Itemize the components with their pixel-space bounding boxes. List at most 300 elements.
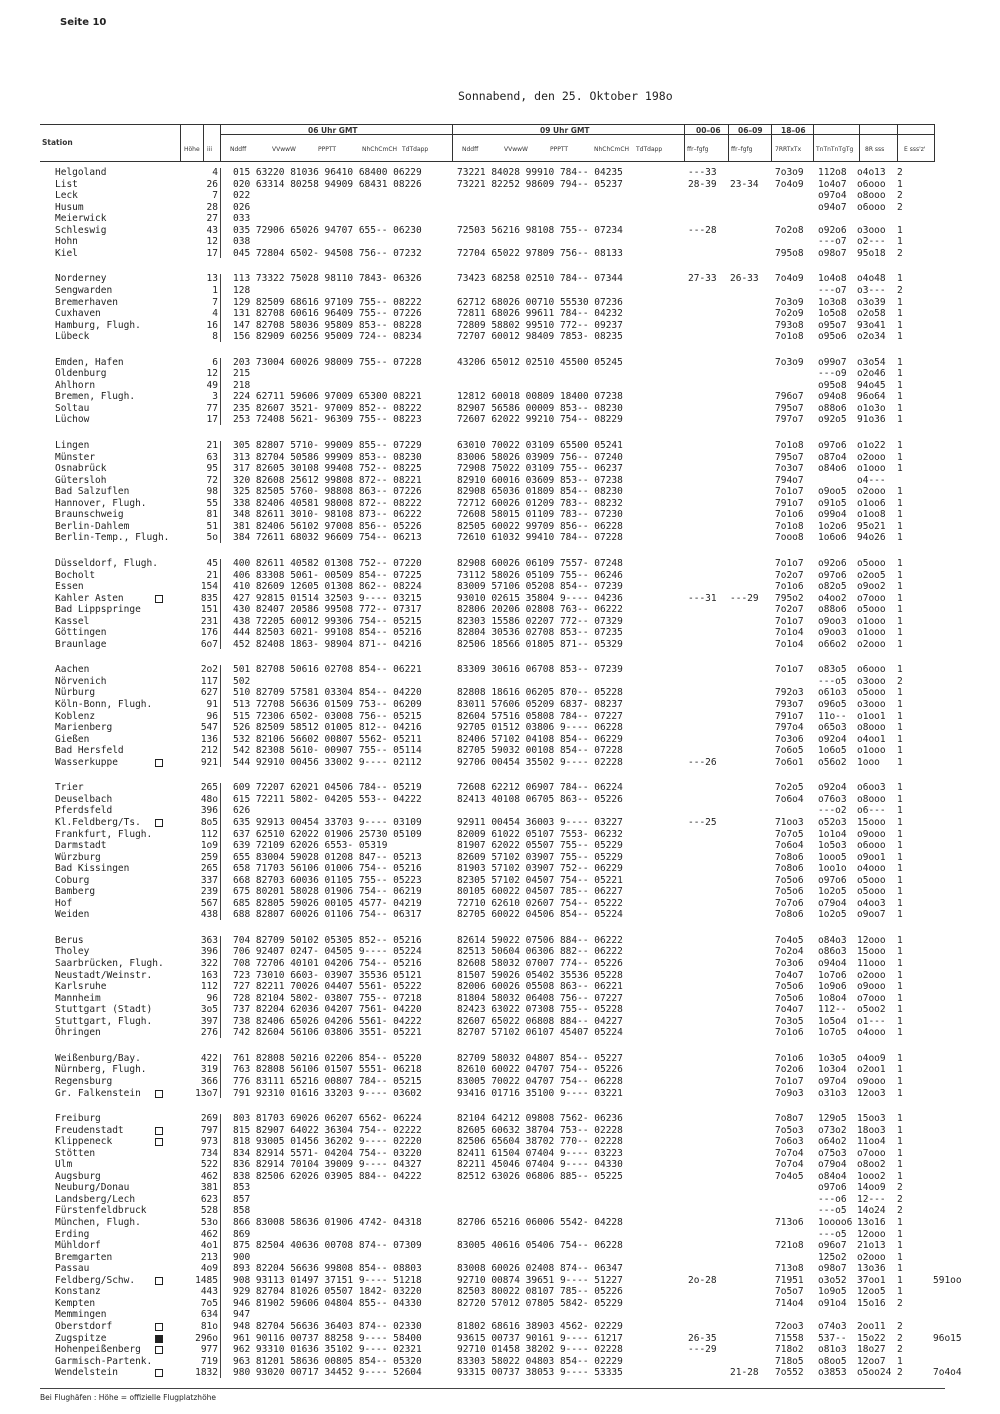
- open-square-marker: [155, 1138, 163, 1146]
- obs-06-gmt: 929 82704 81026 05507 1842- 03220: [233, 1286, 422, 1298]
- station-height: 163: [200, 969, 218, 981]
- station-height: 6: [212, 356, 218, 368]
- station-name: Garmisch-Partenk.: [55, 1355, 153, 1367]
- gust-period-2: 23-34: [730, 178, 759, 190]
- summary-col-2: 129o5: [818, 1113, 847, 1125]
- summary-col-1: 7o1o6: [775, 1027, 804, 1039]
- obs-09-gmt: 82506 65604 38702 770-- 02228: [457, 1136, 623, 1148]
- station-height: 7: [212, 190, 218, 202]
- station-height: 96: [206, 992, 218, 1004]
- height-column-rule: [220, 936, 221, 1038]
- obs-06-gmt: 708 72706 40101 04206 754-- 05216: [233, 958, 422, 969]
- summary-col-2: o8oo5: [818, 1355, 847, 1367]
- sub-tn-tg: TnTnTnTgTg: [816, 146, 854, 153]
- station-name: Coburg: [55, 874, 90, 886]
- station-name: Bremgarten: [55, 1251, 113, 1263]
- summary-col-2: o75o3: [818, 1147, 847, 1159]
- obs-09-gmt: 92911 00454 36003 9---- 03227: [457, 816, 623, 828]
- summary-col-4: 2: [897, 167, 903, 178]
- summary-col-1: 7o5o6: [775, 981, 804, 993]
- obs-09-gmt: 92710 01458 38202 9---- 02228: [457, 1344, 623, 1356]
- summary-col-3: 91o36: [857, 414, 886, 426]
- summary-col-1: 7o1o7: [775, 664, 804, 676]
- gust-period-1: ---31: [688, 592, 717, 604]
- summary-col-1: 718o2: [775, 1344, 804, 1356]
- summary-col-1: 7o3o6: [775, 733, 804, 745]
- summary-col-2: 112--: [818, 1004, 847, 1016]
- summary-col-3: 15ooo: [857, 946, 886, 958]
- summary-col-1: 7o3o9: [775, 296, 804, 308]
- obs-09-gmt: 82605 60632 38704 753-- 02228: [457, 1124, 623, 1136]
- summary-col-4: 1: [897, 1286, 903, 1298]
- summary-col-2: o64o2: [818, 1136, 847, 1148]
- obs-06-gmt: 742 82604 56106 03806 3551- 05221: [233, 1027, 422, 1039]
- summary-col-3: 12oo5: [857, 1286, 886, 1298]
- station-name: Bad Hersfeld: [55, 745, 124, 757]
- summary-col-2: o3853: [818, 1367, 847, 1379]
- station-name: Hohenpeißenberg: [55, 1344, 141, 1356]
- obs-06-gmt: 615 72211 5802- 04205 553-- 04222: [233, 793, 422, 805]
- obs-06-gmt: 045 72804 6502- 94508 756-- 07232: [233, 247, 422, 259]
- station-name: Klippeneck: [55, 1136, 113, 1148]
- summary-col-4: 1: [897, 733, 903, 745]
- open-square-marker: [155, 1346, 163, 1354]
- summary-col-1: 7o1o6: [775, 581, 804, 593]
- summary-col-3: o3o54: [857, 356, 886, 368]
- summary-col-1: 7o7o4: [775, 1159, 804, 1171]
- station-height: 239: [200, 886, 218, 898]
- summary-col-1: 7o4o7: [775, 969, 804, 981]
- obs-09-gmt: 82303 15586 02207 772-- 07329: [457, 615, 623, 627]
- summary-col-3: o4ooo: [857, 863, 886, 875]
- obs-09-gmt: 93615 00737 90161 9---- 61217: [457, 1332, 623, 1344]
- summary-col-1: 714o4: [775, 1297, 804, 1309]
- station-height: 117: [200, 675, 218, 687]
- summary-col-3: 1ooo2: [857, 1170, 886, 1182]
- summary-col-1: 72oo3: [775, 1320, 804, 1332]
- summary-col-2: o96o7: [818, 1240, 847, 1252]
- station-name: Kiel: [55, 247, 78, 259]
- summary-col-3: o9ooo: [857, 1075, 886, 1087]
- summary-col-3: 12ooo: [857, 1228, 886, 1240]
- summary-col-2: 11o--: [818, 710, 847, 722]
- station-height: 921: [200, 756, 218, 768]
- obs-06-gmt: 776 83111 65216 00807 784-- 05215: [233, 1075, 422, 1087]
- period-18-06: 18–06: [781, 126, 806, 135]
- obs-09-gmt: 72908 75022 03109 755-- 06237: [457, 463, 623, 475]
- summary-col-2: o94o4: [818, 958, 847, 969]
- col06-tdapp: TdTdapp: [402, 146, 429, 153]
- station-height: 12: [206, 236, 218, 248]
- summary-col-4: 2: [897, 1297, 903, 1309]
- summary-col-1: 7o8o7: [775, 1113, 804, 1125]
- summary-col-3: o2ooo: [857, 1251, 886, 1263]
- obs-06-gmt: 857: [233, 1193, 251, 1205]
- summary-col-3: o1o22: [857, 440, 886, 451]
- summary-col-4: 1: [897, 886, 903, 898]
- summary-col-2: o56o2: [818, 756, 847, 768]
- summary-col-3: 12oo3: [857, 1087, 886, 1099]
- summary-col-4: 1: [897, 946, 903, 958]
- gust-period-2: 26-33: [730, 273, 759, 285]
- summary-col-3: 95o18: [857, 247, 886, 259]
- col09-clouds: NhChCmCH: [594, 146, 630, 153]
- summary-col-3: 15ooo: [857, 816, 886, 828]
- station-height: 8: [212, 331, 218, 343]
- station-height: 26: [206, 178, 218, 190]
- col06-vvwww: VVwwW: [272, 146, 296, 153]
- station-name: Hof: [55, 897, 73, 909]
- summary-col-2: o97o6: [818, 1182, 847, 1194]
- gust-period-1: ---25: [688, 816, 717, 828]
- station-name: List: [55, 178, 78, 190]
- summary-col-2: o92o4: [818, 733, 847, 745]
- obs-06-gmt: 908 93113 01497 37151 9---- 51218: [233, 1274, 422, 1286]
- summary-col-2: ---o7: [818, 284, 847, 296]
- summary-col-4: 1: [897, 1052, 903, 1064]
- obs-06-gmt: 313 82704 50586 99909 853-- 08230: [233, 451, 422, 463]
- obs-09-gmt: 82505 60022 99709 856-- 06228: [457, 520, 623, 532]
- obs-06-gmt: 020 63314 80258 94909 68431 08226: [233, 178, 422, 190]
- station-name: Helgoland: [55, 167, 107, 178]
- obs-06-gmt: 215: [233, 368, 251, 380]
- station-height: 4o1: [200, 1240, 218, 1252]
- station-name: Lüchow: [55, 414, 90, 426]
- station-height: 55: [206, 497, 218, 509]
- station-height: 363: [200, 934, 218, 946]
- sub-gust-1: ffr–fgfg: [687, 146, 709, 153]
- height-column-rule: [220, 274, 221, 341]
- obs-09-gmt: 81907 62022 05507 755-- 05229: [457, 840, 623, 852]
- station-name: Braunschweig: [55, 509, 124, 521]
- summary-col-4: 1: [897, 1240, 903, 1252]
- summary-col-2: o9oo3: [818, 615, 847, 627]
- obs-09-gmt: 82706 65216 06006 5542- 04228: [457, 1217, 623, 1228]
- obs-09-gmt: 82908 65036 01809 854-- 08230: [457, 486, 623, 498]
- iii-header: iii: [207, 146, 213, 153]
- station-name: Braunlage: [55, 638, 107, 650]
- obs-09-gmt: 82609 57102 03907 755-- 05229: [457, 851, 623, 863]
- col09-ppptt: PPPTT: [550, 146, 569, 153]
- station-name: Emden, Hafen: [55, 356, 124, 368]
- summary-col-4: 1: [897, 486, 903, 498]
- obs-06-gmt: 737 82204 62036 04207 7561- 04220: [233, 1004, 422, 1016]
- obs-09-gmt: 73221 82252 98609 794-- 05237: [457, 178, 623, 190]
- col09-tdapp: TdTdapp: [636, 146, 663, 153]
- station-height: 3o5: [200, 1004, 218, 1016]
- footnote: Bei Flughäfen : Höhe = offizielle Flugplatzhöhe: [40, 1388, 945, 1402]
- station-height: 176: [200, 627, 218, 639]
- obs-06-gmt: 131 82708 60616 96409 755-- 07226: [233, 308, 422, 320]
- summary-col-2: o84o3: [818, 934, 847, 946]
- summary-col-2: ---o2: [818, 805, 847, 817]
- summary-col-3: o9ooo: [857, 981, 886, 993]
- station-name: Wendelstein: [55, 1367, 118, 1379]
- obs-06-gmt: 305 82807 5710- 99009 855-- 07229: [233, 440, 422, 451]
- obs-06-gmt: 688 82807 60026 01106 754-- 06317: [233, 909, 422, 921]
- obs-06-gmt: 113 73322 75028 98110 7843- 06326: [233, 273, 422, 285]
- obs-09-gmt: 81804 58032 06408 756-- 07227: [457, 992, 623, 1004]
- summary-col-1: 7o1o8: [775, 440, 804, 451]
- summary-col-2: o99o7: [818, 356, 847, 368]
- summary-col-3: o6ooo: [857, 178, 886, 190]
- obs-06-gmt: 727 82211 70026 04407 5561- 05222: [233, 981, 422, 993]
- station-name: München, Flugh.: [55, 1217, 141, 1228]
- summary-col-1: 795o7: [775, 451, 804, 463]
- summary-col-4: 1: [897, 638, 903, 650]
- obs-06-gmt: 452 82408 1863- 98904 871-- 04216: [233, 638, 422, 650]
- station-name: Pferdsfeld: [55, 805, 113, 817]
- gust-period-1: ---26: [688, 756, 717, 768]
- summary-col-1: 795o8: [775, 247, 804, 259]
- summary-col-3: o3o39: [857, 296, 886, 308]
- summary-col-1: 7o4o5: [775, 1170, 804, 1182]
- station-height: 151: [200, 604, 218, 616]
- station-name: Cuxhaven: [55, 308, 101, 320]
- station-height: 269: [200, 1113, 218, 1125]
- obs-06-gmt: 235 82607 3521- 97009 852-- 08222: [233, 402, 422, 414]
- obs-06-gmt: 980 93020 00717 34452 9---- 52604: [233, 1367, 422, 1379]
- station-height: 522: [200, 1159, 218, 1171]
- obs-06-gmt: 626: [233, 805, 251, 817]
- obs-09-gmt: 83309 30616 06708 853-- 07239: [457, 664, 623, 676]
- summary-col-1: 71951: [775, 1274, 804, 1286]
- obs-09-gmt: 83011 57606 05209 6837- 08237: [457, 699, 623, 710]
- summary-col-4: 1: [897, 273, 903, 285]
- station-height: 72: [206, 474, 218, 486]
- obs-06-gmt: 502: [233, 675, 251, 687]
- obs-09-gmt: 82908 60026 06109 7557- 07248: [457, 557, 623, 569]
- summary-col-1: 7o2o9: [775, 308, 804, 320]
- sub-rr-sss: 8R sss: [865, 146, 885, 153]
- obs-09-gmt: 82607 65022 06808 884-- 04227: [457, 1015, 623, 1027]
- obs-06-gmt: 320 82608 25612 99808 872-- 08221: [233, 474, 422, 486]
- station-name: Karlsruhe: [55, 981, 107, 993]
- summary-col-3: o5oo24: [857, 1367, 892, 1379]
- summary-col-3: o1ooo: [857, 745, 886, 757]
- summary-col-2: o79o4: [818, 897, 847, 909]
- station-name: Aachen: [55, 664, 90, 676]
- page-number: Seite 10: [60, 17, 107, 28]
- summary-col-1: 7o5o3: [775, 1124, 804, 1136]
- obs-09-gmt: 82413 40108 06705 863-- 05226: [457, 793, 623, 805]
- summary-col-4: 1: [897, 756, 903, 768]
- obs-09-gmt: 82506 18566 01805 871-- 05329: [457, 638, 623, 650]
- summary-col-2: 1o2o6: [818, 520, 847, 532]
- station-height: 45: [206, 557, 218, 569]
- summary-col-3: 12oo7: [857, 1355, 886, 1367]
- open-square-marker: [155, 1323, 163, 1331]
- summary-col-4: 1: [897, 1004, 903, 1016]
- station-name: Köln-Bonn, Flugh.: [55, 699, 153, 710]
- station-name: Deuselbach: [55, 793, 113, 805]
- summary-col-4: 1: [897, 897, 903, 909]
- obs-09-gmt: 93315 00737 38053 9---- 53335: [457, 1367, 623, 1379]
- station-height: 366: [200, 1075, 218, 1087]
- station-height: 719: [200, 1355, 218, 1367]
- station-height: 4o9: [200, 1263, 218, 1275]
- obs-09-gmt: 81903 57102 03907 752-- 06229: [457, 863, 623, 875]
- height-column-rule: [220, 1114, 221, 1378]
- obs-09-gmt: 83005 40616 05406 754-- 06228: [457, 1240, 623, 1252]
- summary-col-1: 792o3: [775, 687, 804, 699]
- summary-col-4: 1: [897, 1274, 903, 1286]
- summary-col-2: 1o6o6: [818, 532, 847, 544]
- station-name: Kl.Feldberg/Ts.: [55, 816, 141, 828]
- obs-09-gmt: 72809 58802 99510 772-- 09237: [457, 319, 623, 331]
- summary-col-4: 1: [897, 793, 903, 805]
- summary-col-1: 7o9o3: [775, 1087, 804, 1099]
- station-height: 96: [206, 710, 218, 722]
- station-name: Nürburg: [55, 687, 96, 699]
- summary-col-4: 1: [897, 1170, 903, 1182]
- summary-col-1: 71558: [775, 1332, 804, 1344]
- station-height: 77: [206, 402, 218, 414]
- station-height: 396: [200, 805, 218, 817]
- summary-col-3: o2o46: [857, 368, 886, 380]
- summary-col-4: 1: [897, 687, 903, 699]
- station-name: Gütersloh: [55, 474, 107, 486]
- obs-06-gmt: 253 72408 5621- 96309 755-- 08223: [233, 414, 422, 426]
- summary-col-1: 71oo3: [775, 816, 804, 828]
- summary-col-1: 7o3o6: [775, 958, 804, 969]
- obs-06-gmt: 438 72205 60012 99306 754-- 05215: [233, 615, 422, 627]
- summary-col-4: 1: [897, 745, 903, 757]
- obs-09-gmt: 83006 58026 03909 756-- 07240: [457, 451, 623, 463]
- obs-06-gmt: 635 92913 00454 33703 9---- 03109: [233, 816, 422, 828]
- summary-col-1: 7o1o8: [775, 520, 804, 532]
- summary-col-2: o99o4: [818, 509, 847, 521]
- obs-06-gmt: 026: [233, 201, 251, 213]
- summary-col-3: 13o16: [857, 1217, 886, 1228]
- summary-col-2: o52o3: [818, 816, 847, 828]
- obs-09-gmt: 82610 60022 04707 754-- 05226: [457, 1064, 623, 1076]
- summary-col-4: 1: [897, 710, 903, 722]
- height-column-rule: [220, 665, 221, 767]
- station-height: 462: [200, 1228, 218, 1240]
- open-square-marker: [155, 595, 163, 603]
- summary-col-2: 1o2o5: [818, 886, 847, 898]
- summary-col-4: 2: [897, 284, 903, 296]
- station-height: 319: [200, 1064, 218, 1076]
- summary-col-3: o8ooo: [857, 190, 886, 202]
- station-name: Frankfurt, Flugh.: [55, 828, 153, 840]
- station-height: 95: [206, 463, 218, 475]
- summary-col-4: 1: [897, 1027, 903, 1039]
- station-name: Berlin-Temp., Flugh.: [55, 532, 170, 544]
- obs-09-gmt: 82720 57012 07805 5842- 05229: [457, 1297, 623, 1309]
- col09-nddff: Nddff: [462, 146, 479, 153]
- summary-col-4: 2: [897, 1332, 903, 1344]
- summary-col-3: o2ooo: [857, 969, 886, 981]
- summary-col-4: 1: [897, 1075, 903, 1087]
- station-name: Mühldorf: [55, 1240, 101, 1252]
- summary-col-4: 1: [897, 874, 903, 886]
- station-height: 8o5: [200, 816, 218, 828]
- summary-col-2: o98o7: [818, 1263, 847, 1275]
- summary-col-2: o3o52: [818, 1274, 847, 1286]
- station-height: 7: [212, 296, 218, 308]
- station-height: 136: [200, 733, 218, 745]
- summary-col-3: o4o13: [857, 167, 886, 178]
- station-name: Schleswig: [55, 224, 107, 236]
- summary-col-4: 1: [897, 851, 903, 863]
- station-name: Bamberg: [55, 886, 96, 898]
- hoehe-header: Höhe: [184, 146, 200, 153]
- station-height: 91: [206, 699, 218, 710]
- obs-09-gmt: 82006 60026 05508 863-- 06221: [457, 981, 623, 993]
- obs-06-gmt: 963 81201 58636 00805 854-- 05320: [233, 1355, 422, 1367]
- summary-col-4: 1: [897, 981, 903, 993]
- summary-col-1: 7o4o7: [775, 1004, 804, 1016]
- station-height: 81o: [200, 1320, 218, 1332]
- obs-06-gmt: 704 82709 50102 05305 852-- 05216: [233, 934, 422, 946]
- summary-col-3: o9oo2: [857, 581, 886, 593]
- summary-col-1: 7o1o7: [775, 1075, 804, 1087]
- summary-col-1: 7ooo8: [775, 532, 804, 544]
- obs-09-gmt: 82305 57102 04507 754-- 05221: [457, 874, 623, 886]
- summary-col-3: o9ooo: [857, 828, 886, 840]
- summary-col-1: 7o2o4: [775, 946, 804, 958]
- station-height: 1485: [195, 1274, 218, 1286]
- summary-col-1: 7o1o7: [775, 615, 804, 627]
- summary-col-2: o97o6: [818, 874, 847, 886]
- obs-06-gmt: 515 72306 6502- 03008 756-- 05215: [233, 710, 422, 722]
- summary-col-2: o66o2: [818, 638, 847, 650]
- station-name: Hohn: [55, 236, 78, 248]
- summary-col-4: 1: [897, 1251, 903, 1263]
- summary-col-3: o7ooo: [857, 992, 886, 1004]
- station-height: 16: [206, 319, 218, 331]
- station-height: 63: [206, 451, 218, 463]
- obs-06-gmt: 815 82907 64022 36304 754-- 02222: [233, 1124, 422, 1136]
- obs-09-gmt: 83005 70022 04707 754-- 06228: [457, 1075, 623, 1087]
- obs-06-gmt: 803 81703 69026 06207 6562- 06224: [233, 1113, 422, 1125]
- station-name: Kempten: [55, 1297, 96, 1309]
- obs-06-gmt: 338 82406 40581 98008 872-- 08222: [233, 497, 422, 509]
- summary-col-1: 7o8o6: [775, 851, 804, 863]
- summary-col-3: o3ooo: [857, 224, 886, 236]
- summary-col-4: 1: [897, 557, 903, 569]
- obs-06-gmt: 532 82106 56602 00807 5562- 05211: [233, 733, 422, 745]
- open-square-marker: [155, 1369, 163, 1377]
- obs-09-gmt: 72607 62022 99210 754-- 08229: [457, 414, 623, 426]
- station-height: 231: [200, 615, 218, 627]
- obs-06-gmt: 946 81902 59606 04804 855-- 04330: [233, 1297, 422, 1309]
- obs-06-gmt: 853: [233, 1182, 251, 1194]
- obs-06-gmt: 685 82805 59026 00105 4577- 04219: [233, 897, 422, 909]
- station-name: Freudenstadt: [55, 1124, 124, 1136]
- station-name: Wasserkuppe: [55, 756, 118, 768]
- summary-col-1: 797o7: [775, 414, 804, 426]
- summary-col-3: 95o21: [857, 520, 886, 532]
- summary-col-2: 125o2: [818, 1251, 847, 1263]
- obs-09-gmt: 92705 01512 03806 9---- 06228: [457, 722, 623, 734]
- summary-col-1: 7o1o7: [775, 557, 804, 569]
- station-height: 1o9: [200, 840, 218, 852]
- summary-col-2: o95o6: [818, 331, 847, 343]
- summary-col-4: 1: [897, 992, 903, 1004]
- summary-col-2: o84o6: [818, 463, 847, 475]
- summary-col-4: 1: [897, 308, 903, 320]
- summary-col-4: 1: [897, 840, 903, 852]
- summary-col-3: o4oo3: [857, 897, 886, 909]
- summary-col-3: 15oo3: [857, 1113, 886, 1125]
- obs-09-gmt: 82406 57102 04108 854-- 06229: [457, 733, 623, 745]
- obs-09-gmt: 82707 57102 06107 45407 05224: [457, 1027, 623, 1039]
- summary-col-4: 1: [897, 627, 903, 639]
- summary-col-4: 2: [897, 247, 903, 259]
